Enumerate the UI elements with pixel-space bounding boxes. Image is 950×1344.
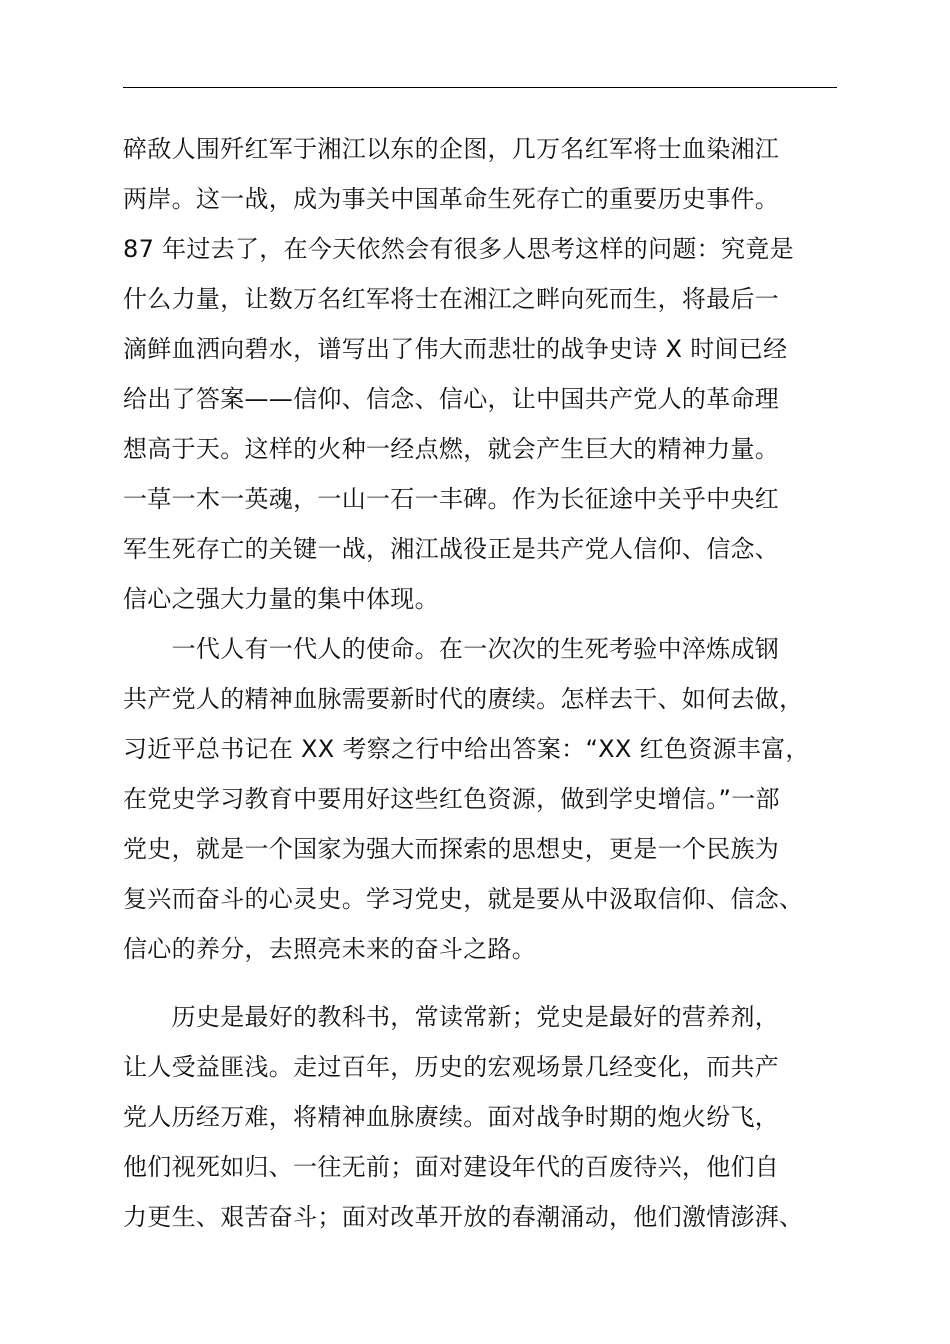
text-line: 信心的养分，去照亮未来的奋斗之路。 (123, 935, 537, 963)
text-line: 87 年过去了，在今天依然会有很多人思考这样的问题：究竟是 (123, 235, 794, 263)
text-line: 碎敌人围歼红军于湘江以东的企图，几万名红军将士血染湘江 (123, 135, 780, 163)
text-line: 给出了答案——信仰、信念、信心，让中国共产党人的革命理 (123, 385, 780, 413)
text-line: 两岸。这一战，成为事关中国革命生死存亡的重要历史事件。 (123, 185, 780, 213)
text-line: 力更生、艰苦奋斗；面对改革开放的春潮涌动，他们激情澎湃、 (123, 1203, 804, 1231)
text-line: 共产党人的精神血脉需要新时代的赓续。怎样去干、如何去做， (123, 685, 804, 713)
text-line: 习近平总书记在 XX 考察之行中给出答案：“XX 红色资源丰富， (123, 735, 810, 763)
text-line: 历史是最好的教科书，常读常新；党史是最好的营养剂， (123, 1003, 780, 1031)
text-line: 复兴而奋斗的心灵史。学习党史，就是要从中汲取信仰、信念、 (123, 885, 804, 913)
text-line: 在党史学习教育中要用好这些红色资源，做到学史增信。”一部 (123, 785, 780, 813)
text-line: 什么力量，让数万名红军将士在湘江之畔向死而生，将最后一 (123, 285, 780, 313)
paragraph (123, 124, 863, 624)
text-line: 想高于天。这样的火种一经点燃，就会产生巨大的精神力量。 (123, 435, 780, 463)
paragraph (123, 992, 863, 1242)
text-line: 党史，就是一个国家为强大而探索的思想史，更是一个民族为 (123, 835, 780, 863)
text-line: 一草一木一英魂，一山一石一丰碑。作为长征途中关乎中央红 (123, 485, 780, 513)
text-line: 他们视死如归、一往无前；面对建设年代的百废待兴，他们自 (123, 1153, 780, 1181)
paragraph (123, 624, 863, 974)
body-text (123, 124, 863, 1242)
text-line: 一代人有一代人的使命。在一次次的生死考验中淬炼成钢 (123, 635, 780, 663)
text-line: 党人历经万难，将精神血脉赓续。面对战争时期的炮火纷飞， (123, 1103, 780, 1131)
header-rule (123, 87, 837, 88)
text-line: 军生死存亡的关键一战，湘江战役正是共产党人信仰、信念、 (123, 535, 780, 563)
text-line: 让人受益匪浅。走过百年，历史的宏观场景几经变化，而共产 (123, 1053, 780, 1081)
text-line: 信心之强大力量的集中体现。 (123, 585, 439, 613)
paragraph-spacer (123, 974, 863, 992)
text-line: 滴鲜血洒向碧水，谱写出了伟大而悲壮的战争史诗 X 时间已经 (123, 335, 788, 363)
